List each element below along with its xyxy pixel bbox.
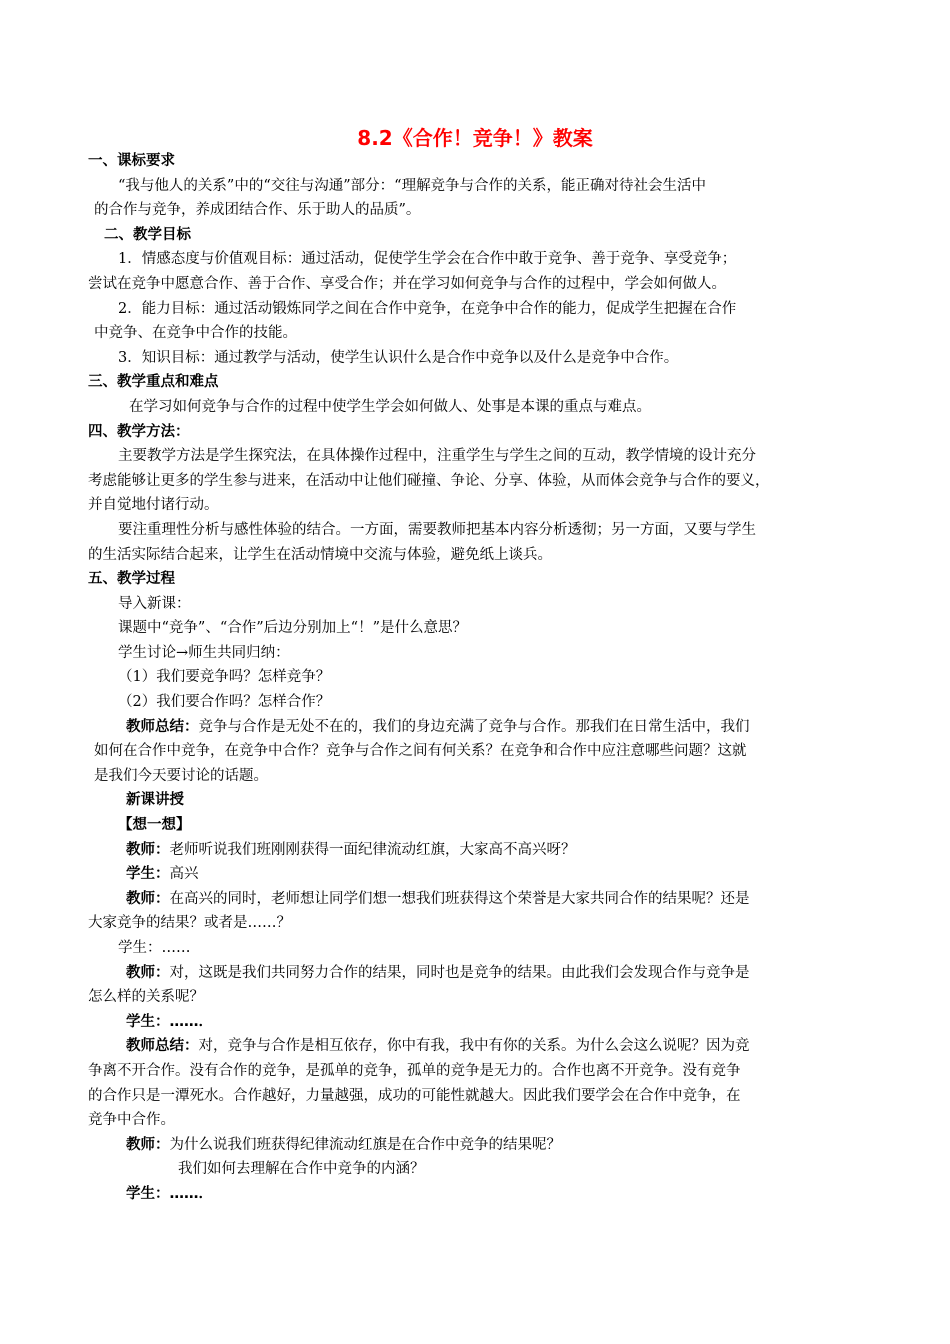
dialogue-line <box>88 887 864 912</box>
speaker-text: 对，竞争与合作是相互依存，你中有我，我中有你的关系。为什么会这么说呢？因为竞 <box>198 1038 750 1055</box>
paragraph-line: 主要教学方法是学生探究法，在具体操作过程中，注重学生与学生之间的互动，教学情境的设计充分 <box>118 448 756 465</box>
paragraph-line: 课题中“竞争”、“合作”后边分别加上“！”是什么意思？ <box>118 620 467 637</box>
document-body <box>88 149 864 1207</box>
paragraph-line: 的合作与竞争，养成团结合作、乐于助人的品质”。 <box>94 202 421 219</box>
paragraph-line: 尝试在竞争中愿意合作、善于合作、享受合作；并在学习如何竞争与合作的过程中，学会如何做人。 <box>88 275 726 292</box>
paragraph-line: “我与他人的关系”中的“交往与沟通”部分：“理解竞争与合作的关系，能正确对待社会生活中 <box>118 177 707 194</box>
paragraph-line: 的合作只是一潭死水。合作越好，力量越强，成功的可能性就越大。因此我们要学会在合作中竞争，在 <box>88 1087 741 1104</box>
paragraph-line: 在学习如何竞争与合作的过程中使学生学会如何做人、处事是本课的重点与难点。 <box>129 398 651 415</box>
dialogue-line <box>88 1133 864 1158</box>
subheading-new-lesson: 新课讲授 <box>126 792 184 809</box>
speaker-label: 教师： <box>126 890 170 907</box>
section-heading-5: 五、教学过程 <box>88 571 175 588</box>
section-heading-2: 二、教学目标 <box>104 226 191 243</box>
list-item: （1）我们要竞争吗？怎样竞争？ <box>118 669 331 686</box>
paragraph-line: 我们如何去理解在合作中竞争的内涵？ <box>178 1161 425 1178</box>
dialogue-line: 学生：……． <box>126 1185 213 1202</box>
paragraph-line: 是我们今天要讨论的话题。 <box>94 767 268 784</box>
speaker-label: 教师： <box>126 1136 170 1153</box>
speaker-label: 教师： <box>126 841 170 858</box>
speaker-text: 竞争与合作是无处不在的，我们的身边充满了竞争与合作。那我们在日常生活中，我们 <box>198 718 750 735</box>
paragraph-line <box>88 1034 864 1059</box>
dialogue-line: 学生：……． <box>126 1013 213 1030</box>
dialogue-line <box>88 838 864 863</box>
paragraph-line: 3．知识目标：通过教学与活动，使学生认识什么是合作中竞争以及什么是竞争中合作。 <box>118 349 679 366</box>
speaker-label: 教师： <box>126 964 170 981</box>
paragraph-line: 并自觉地付诸行动。 <box>88 497 219 514</box>
paragraph-line: 争离不开合作。没有合作的竞争，是孤单的竞争，孤单的竞争是无力的。合作也离不开竞争。没有竞争 <box>88 1062 741 1079</box>
speaker-text: 为什么说我们班获得纪律流动红旗是在合作中竞争的结果呢？ <box>169 1136 561 1153</box>
paragraph-line: 1．情感态度与价值观目标：通过活动，促使学生学会在合作中敢于竞争、善于竞争、享受竞争； <box>118 251 737 268</box>
paragraph-line: 学生讨论→师生共同归纳： <box>118 644 290 661</box>
speaker-label: 教师总结： <box>126 1038 199 1055</box>
dialogue-line <box>88 961 864 986</box>
speaker-text: 老师听说我们班刚刚获得一面纪律流动红旗，大家高不高兴呀？ <box>169 841 576 858</box>
document-title: 8.2《合作！竞争！》教案 <box>357 126 593 150</box>
section-heading-1: 一、课标要求 <box>88 153 175 169</box>
paragraph-line: 2．能力目标：通过活动锻炼同学之间在合作中竞争，在竞争中合作的能力，促成学生把握在合作 <box>118 300 737 317</box>
paragraph-line: 导入新课： <box>118 595 191 612</box>
paragraph-line: 怎么样的关系呢？ <box>88 989 204 1006</box>
paragraph-line: 的生活实际结合起来，让学生在活动情境中交流与体验，避免纸上谈兵。 <box>88 546 552 563</box>
speaker-text: 在高兴的同时，老师想让同学们想一想我们班获得这个荣誉是大家共同合作的结果呢？还是 <box>169 890 750 907</box>
paragraph-line: 如何在合作中竞争，在竞争中合作？竞争与合作之间有何关系？在竞争和合作中应注意哪些问题？这就 <box>94 743 747 760</box>
dialogue-line: 学生：…… <box>118 940 191 956</box>
paragraph-line: 考虑能够让更多的学生参与进来，在活动中让他们碰撞、争论、分享、体验，从而体会竞争与合作的要义， <box>88 472 770 489</box>
paragraph-line: 要注重理性分析与感性体验的结合。一方面，需要教师把基本内容分析透彻；另一方面，又要与学生 <box>118 521 756 538</box>
speaker-label: 教师总结： <box>126 718 199 735</box>
list-item: （2）我们要合作吗？怎样合作？ <box>118 694 331 711</box>
paragraph-line: 大家竞争的结果？或者是……？ <box>88 915 291 932</box>
speaker-text: 对，这既是我们共同努力合作的结果，同时也是竞争的结果。由此我们会发现合作与竞争是 <box>169 964 750 981</box>
paragraph-line: 竞争中合作。 <box>88 1112 175 1129</box>
section-heading-4: 四、教学方法： <box>88 423 190 440</box>
speaker-text: 高兴 <box>169 866 199 883</box>
section-heading-3: 三、教学重点和难点 <box>88 374 219 391</box>
subheading-think: 【想一想】 <box>118 817 191 834</box>
speaker-label: 学生： <box>126 866 170 883</box>
dialogue-line <box>88 862 864 887</box>
paragraph-line <box>88 715 864 740</box>
paragraph-line: 中竞争、在竞争中合作的技能。 <box>94 325 297 342</box>
